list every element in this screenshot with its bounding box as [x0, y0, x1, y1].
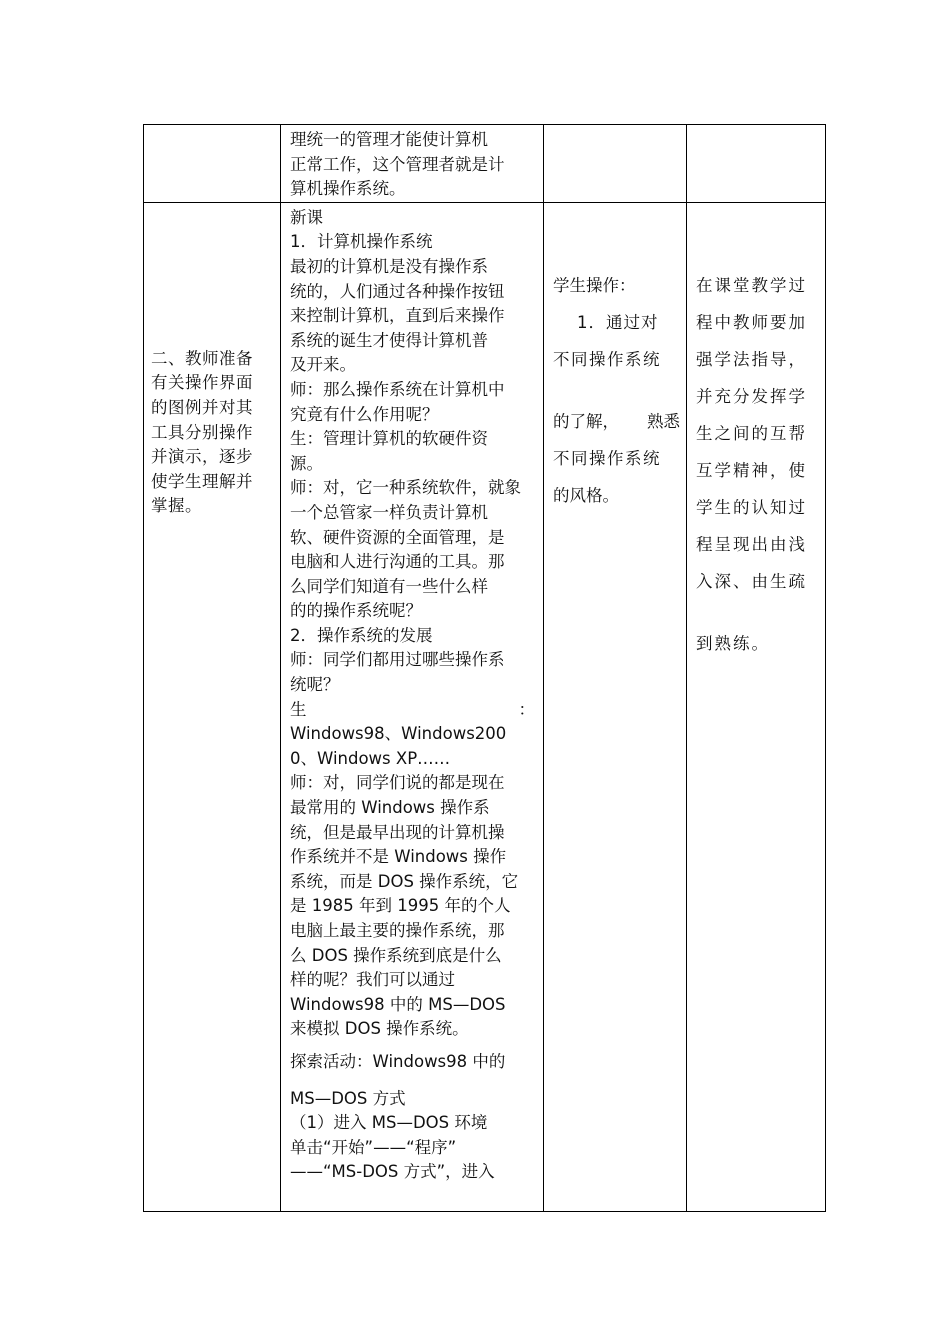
- cell-step: [144, 125, 281, 203]
- text-line: 学生的认知过: [696, 497, 807, 517]
- text-line: 程中教师要加: [696, 312, 807, 332]
- text-line: 么同学们知道有一些什么样: [290, 576, 488, 596]
- text-line: 不同操作系统: [553, 448, 661, 468]
- text-line: 二、教师准备: [151, 348, 253, 368]
- text-line: 师：同学们都用过哪些操作系: [290, 650, 505, 670]
- text-line: 在课堂教学过: [696, 275, 807, 295]
- text-line: 统呢？: [290, 675, 340, 695]
- table-row: [144, 202, 826, 1211]
- cell-design-intent: [687, 202, 826, 1211]
- text-line: 单击“开始”——“程序”: [290, 1137, 457, 1157]
- text-line: 的风格。: [553, 485, 619, 505]
- text-line: 掌握。: [151, 496, 202, 516]
- text-line: 生：管理计算机的软硬件资: [290, 429, 488, 449]
- cell-step: [144, 202, 281, 1211]
- text-line: 的的操作系统呢？: [290, 601, 422, 621]
- cell-student-activity: [544, 125, 687, 203]
- text-line: 么 DOS 操作系统到底是什么: [290, 945, 502, 965]
- text-line: 师：那么操作系统在计算机中: [290, 379, 505, 399]
- text-line: 生之间的互帮: [696, 423, 807, 443]
- section-heading: 新课: [290, 207, 323, 227]
- text-line: 理统一的管理才能使计算机: [290, 130, 488, 149]
- text-line: 程呈现出由浅: [696, 534, 807, 554]
- text-line: MS—DOS 方式: [290, 1088, 406, 1108]
- text-line: 使学生理解并: [151, 471, 253, 491]
- text-line: 电脑上最主要的操作系统，那: [290, 921, 505, 940]
- text-line: 一个总管家一样负责计算机: [290, 502, 488, 522]
- lesson-plan-table: [143, 124, 826, 1212]
- text-line: 0、Windows XP……: [290, 748, 451, 768]
- text-line: 并充分发挥学: [696, 386, 807, 406]
- text-line: 系统的诞生才使得计算机普: [290, 330, 488, 350]
- text-line: 统的，人们通过各种操作按钮: [290, 281, 505, 301]
- text-fragment: 熟悉: [647, 411, 680, 431]
- text-line: 工具分别操作: [151, 422, 253, 442]
- text-line: 正常工作，这个管理者就是计: [290, 154, 505, 174]
- text-line: 究竟有什么作用呢？: [290, 404, 439, 424]
- text-line: 统，但是最早出现的计算机操: [290, 822, 505, 842]
- text-line: 最常用的 Windows 操作系: [290, 798, 490, 818]
- cell-content: [281, 202, 544, 1211]
- text-line: 系统，而是 DOS 操作系统，它: [290, 871, 519, 891]
- text-line: 最初的计算机是没有操作系: [290, 256, 488, 276]
- text-line: 到熟练。: [696, 633, 770, 653]
- split-line: [290, 698, 535, 723]
- text-line: 不同操作系统: [553, 349, 661, 369]
- text-fragment: 生: [290, 699, 307, 719]
- text-line: 入深、由生疏: [696, 571, 807, 591]
- text-line: 师：对，同学们说的都是现在: [290, 773, 505, 793]
- text-fragment: ：: [518, 699, 535, 719]
- text-line: 强学法指导，: [696, 349, 807, 369]
- cell-design-intent: [687, 125, 826, 203]
- split-line: [553, 409, 680, 434]
- section-heading: 2．操作系统的发展: [290, 625, 433, 645]
- text-line: 1．通过对: [577, 312, 659, 332]
- text-line: 及开来。: [290, 355, 356, 375]
- text-line: 师：对，它一种系统软件，就象: [290, 478, 521, 498]
- text-line: 探索活动：Windows98 中的: [290, 1051, 506, 1071]
- text-line: 来控制计算机，直到后来操作: [290, 306, 505, 326]
- text-line: 来模拟 DOS 操作系统。: [290, 1019, 469, 1039]
- text-line: Windows98 中的 MS—DOS: [290, 994, 506, 1014]
- text-fragment: 的了解，: [553, 411, 619, 431]
- table-row: [144, 125, 826, 203]
- text-line: 学生操作：: [553, 275, 636, 295]
- section-heading: 1．计算机操作系统: [290, 232, 433, 252]
- text-line: 是 1985 年到 1995 年的个人: [290, 896, 511, 916]
- text-line: 软、硬件资源的全面管理，是: [290, 527, 505, 547]
- text-line: 有关操作界面: [151, 373, 253, 393]
- text-line: 电脑和人进行沟通的工具。那: [290, 552, 505, 572]
- text-line: 源。: [290, 453, 323, 473]
- text-line: 作系统并不是 Windows 操作: [290, 847, 507, 867]
- cell-student-activity: [544, 202, 687, 1211]
- text-line: 样的呢？我们可以通过: [290, 970, 455, 990]
- text-line: ——“MS-DOS 方式”，进入: [290, 1162, 495, 1182]
- text-line: 算机操作系统。: [290, 179, 406, 199]
- text-line: 互学精神，使: [696, 460, 807, 480]
- cell-content: [281, 125, 544, 203]
- text-line: 并演示，逐步: [151, 447, 253, 467]
- text-line: Windows98、Windows200: [290, 724, 507, 744]
- text-line: （1）进入 MS—DOS 环境: [290, 1113, 488, 1133]
- text-line: 的图例并对其: [151, 397, 253, 417]
